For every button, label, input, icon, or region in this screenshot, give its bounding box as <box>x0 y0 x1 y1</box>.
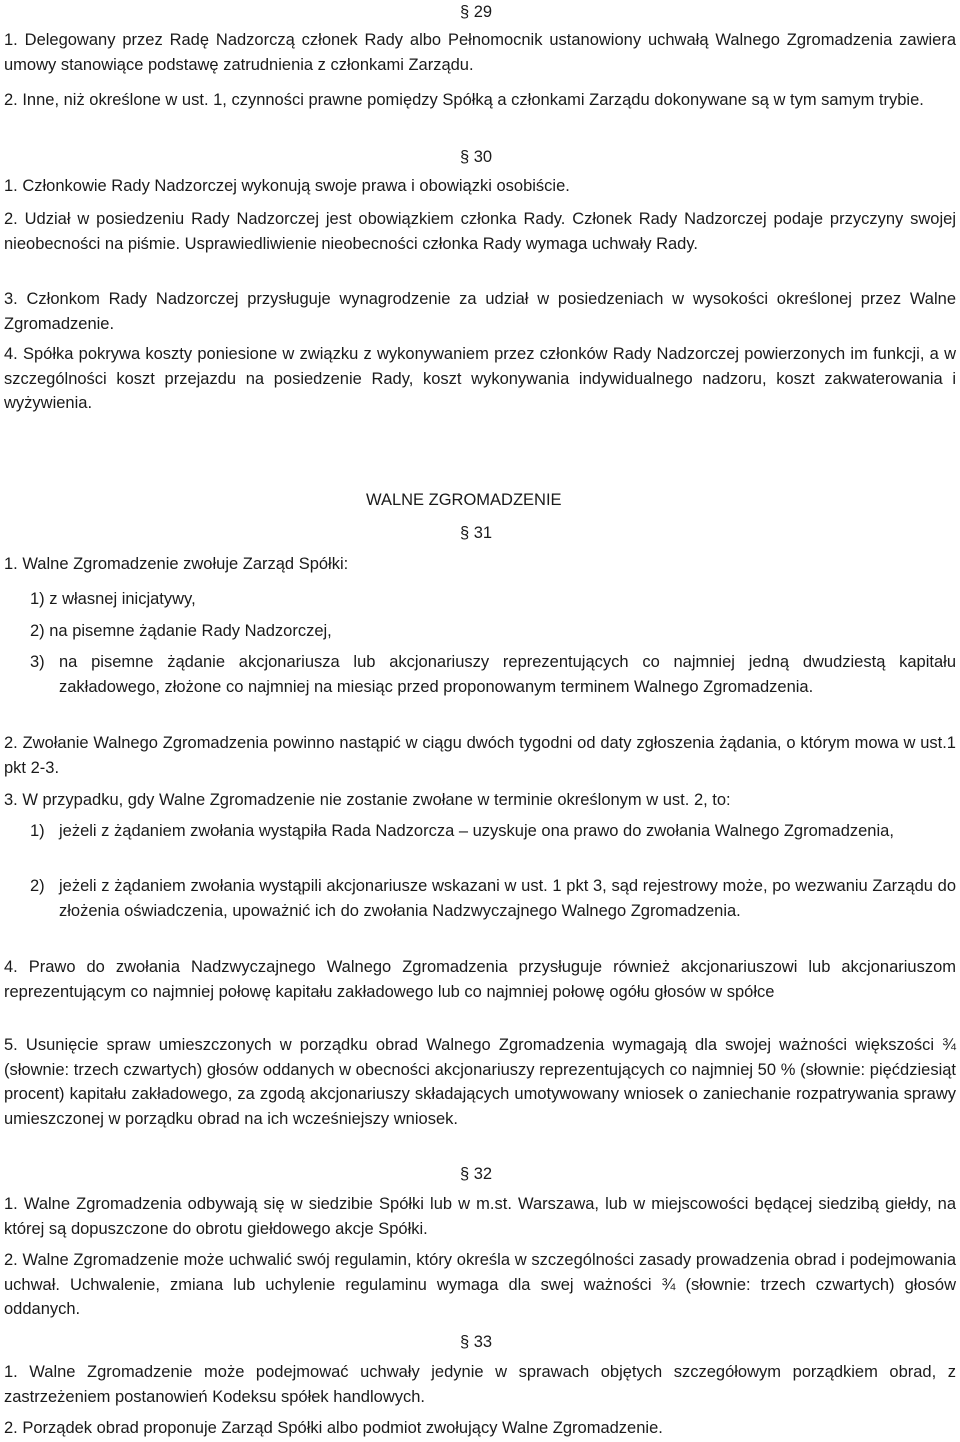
s31-list-item-3-number: 3) <box>30 653 45 671</box>
s31-p3-item-2-number: 2) <box>30 877 45 895</box>
s31-p3-item-1: jeżeli z żądaniem zwołania wystąpiła Rada Nadzorcza – uzyskuje ona prawo do zwołania Walnego Zgromadzenia, <box>59 822 894 840</box>
s31-list-item-2: 2) na pisemne żądanie Rady Nadzorczej, <box>30 622 332 640</box>
section-31-heading: § 31 <box>460 524 493 542</box>
s32-paragraph-1: 1. Walne Zgromadzenia odbywają się w siedzibie Spółki lub w m.st. Warszawa, lub w miejscowości będącej siedzibą giełdy, na której są dopuszczone do obrotu giełdowego akcje Spółki. <box>4 1195 956 1238</box>
section-33-heading: § 33 <box>460 1333 493 1351</box>
s31-list-item-3: na pisemne żądanie akcjonariusza lub akcjonariuszy reprezentujących co najmniej jedną dwudziestą kapitału zakładowego, złożone co najmniej na miesiąc przed proponowanym terminem Walnego Zgromadzenia. <box>59 653 956 696</box>
section-30-heading: § 30 <box>460 148 493 166</box>
s30-paragraph-1: 1. Członkowie Rady Nadzorczej wykonują swoje prawa i obowiązki osobiście. <box>4 177 570 195</box>
s31-paragraph-1: 1. Walne Zgromadzenie zwołuje Zarząd Spółki: <box>4 555 349 573</box>
s31-p3-item-1-number: 1) <box>30 822 45 840</box>
s31-paragraph-3: 3. W przypadku, gdy Walne Zgromadzenie nie zostanie zwołane w terminie określonym w ust. 2, to: <box>4 791 731 809</box>
section-29-heading: § 29 <box>460 3 493 21</box>
s29-paragraph-1: 1. Delegowany przez Radę Nadzorczą członek Rady albo Pełnomocnik ustanowiony uchwałą Walnego Zgromadzenia zawiera umowy stanowiące podstawę zatrudnienia z członkami Zarządu. <box>4 31 956 74</box>
s31-paragraph-4: 4. Prawo do zwołania Nadzwyczajnego Walnego Zgromadzenia przysługuje również akcjonariuszowi lub akcjonariuszom reprezentującym co najmniej połowę kapitału zakładowego lub co najmniej połowę ogółu głosów w spółce <box>4 958 956 1001</box>
s31-paragraph-5: 5. Usunięcie spraw umieszczonych w porządku obrad Walnego Zgromadzenia wymagają dla swojej ważności większości ¾ (słownie: trzech czwartych) głosów oddanych w obecności akcjonariuszy reprezentujących co najmniej 50 % (słownie: pięćdziesiąt procent) kapitału zakładowego, za zgodą akcjonariuszy składających umotywowany wniosek o zaniechanie rozpatrywania sprawy umieszczonej w porządku obrad na ich wcześniejszy wniosek. <box>4 1036 956 1128</box>
s33-paragraph-2: 2. Porządek obrad proponuje Zarząd Spółki albo podmiot zwołujący Walne Zgromadzenie. <box>4 1419 663 1437</box>
s29-paragraph-2: 2. Inne, niż określone w ust. 1, czynności prawne pomiędzy Spółką a członkami Zarządu dokonywane są w tym samym trybie. <box>4 91 924 109</box>
s31-paragraph-2: 2. Zwołanie Walnego Zgromadzenia powinno nastąpić w ciągu dwóch tygodni od daty zgłoszenia żądania, o którym mowa w ust.1 pkt 2-3. <box>4 734 956 777</box>
s32-paragraph-2: 2. Walne Zgromadzenie może uchwalić swój regulamin, który określa w szczególności zasady prowadzenia obrad i podejmowania uchwał. Uchwalenie, zmiana lub uchylenie regulaminu wymaga dla swej ważności ¾ (słownie: trzech czwartych) głosów oddanych. <box>4 1251 956 1318</box>
chapter-title: WALNE ZGROMADZENIE <box>366 491 562 509</box>
section-32-heading: § 32 <box>460 1165 493 1183</box>
s30-paragraph-2: 2. Udział w posiedzeniu Rady Nadzorczej jest obowiązkiem członka Rady. Członek Rady Nadzorczej podaje przyczyny swojej nieobecności na piśmie. Usprawiedliwienie nieobecności członka Rady wymaga uchwały Rady. <box>4 210 956 253</box>
s30-paragraph-4: 4. Spółka pokrywa koszty poniesione w związku z wykonywaniem przez członków Rady Nadzorczej powierzonych im funkcji, a w szczególności koszt przejazdu na posiedzenie Rady, koszt wykonywania indywidualnego nadzoru, koszt zakwaterowania i wyżywienia. <box>4 345 956 412</box>
s33-paragraph-1: 1. Walne Zgromadzenie może podejmować uchwały jedynie w sprawach objętych szczegółowym porządkiem obrad, z zastrzeżeniem postanowień Kodeksu spółek handlowych. <box>4 1363 956 1406</box>
s31-p3-item-2: jeżeli z żądaniem zwołania wystąpili akcjonariusze wskazani w ust. 1 pkt 3, sąd rejestrowy może, po wezwaniu Zarządu do złożenia oświadczenia, upoważnić ich do zwołania Nadzwyczajnego Walnego Zgromadzenia. <box>59 877 956 920</box>
s30-paragraph-3: 3. Członkom Rady Nadzorczej przysługuje wynagrodzenie za udział w posiedzeniach w wysokości określonej przez Walne Zgromadzenie. <box>4 290 956 333</box>
s31-list-item-1: 1) z własnej inicjatywy, <box>30 590 196 608</box>
